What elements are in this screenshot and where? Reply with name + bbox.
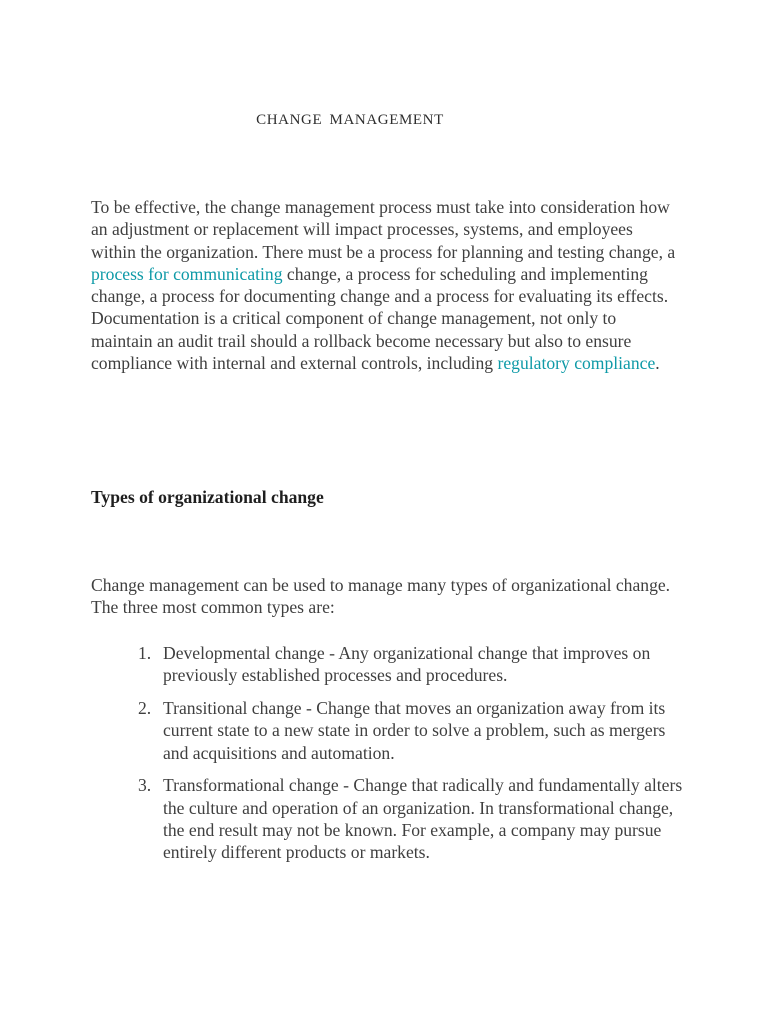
list-item (138, 774, 683, 863)
list-item-number: 3. (138, 775, 152, 796)
section-heading: Types of organizational change (91, 487, 324, 507)
intro-text-2: change, a process for scheduling and implementing change, a process for documenting change and a process for evaluating its effects. Documentation is a critical component of change management, not only to maintain an audit trail should a rollback become necessary but also to ensure compliance with internal and external controls, including (91, 263, 669, 374)
regulatory-compliance-link[interactable]: regulatory compliance (497, 353, 656, 374)
list-item-text: Developmental change - Any organizational change that improves on previously established processes and procedures. (163, 643, 651, 686)
list-item (138, 697, 683, 764)
list-item-text: Transformational change - Change that radically and fundamentally alters the culture and operation of an organization. In transformational change, the end result may not be known. For example, a company may pursue entirely different products or markets. (163, 775, 683, 863)
intro-paragraph (91, 196, 681, 374)
process-for-communicating-link[interactable]: process for communicating (91, 263, 283, 284)
list-item-number: 2. (138, 698, 152, 719)
intro-text-1: To be effective, the change management process must take into consideration how an adjustment or replacement will impact processes, systems, and employees within the organization. There must be a process for planning and testing change, a (91, 197, 676, 262)
list-item-text: Transitional change - Change that moves an organization away from its current state to a new state in order to solve a problem, such as mergers and acquisitions and automation. (163, 698, 666, 763)
types-list (138, 642, 683, 874)
list-item (138, 642, 683, 687)
list-item-number: 1. (138, 643, 152, 663)
types-intro-paragraph: Change management can be used to manage many types of organizational change. The three most common types are: (91, 575, 671, 618)
intro-text-3: . (655, 353, 660, 374)
document-title: CHANGE MANAGEMENT (256, 112, 444, 128)
